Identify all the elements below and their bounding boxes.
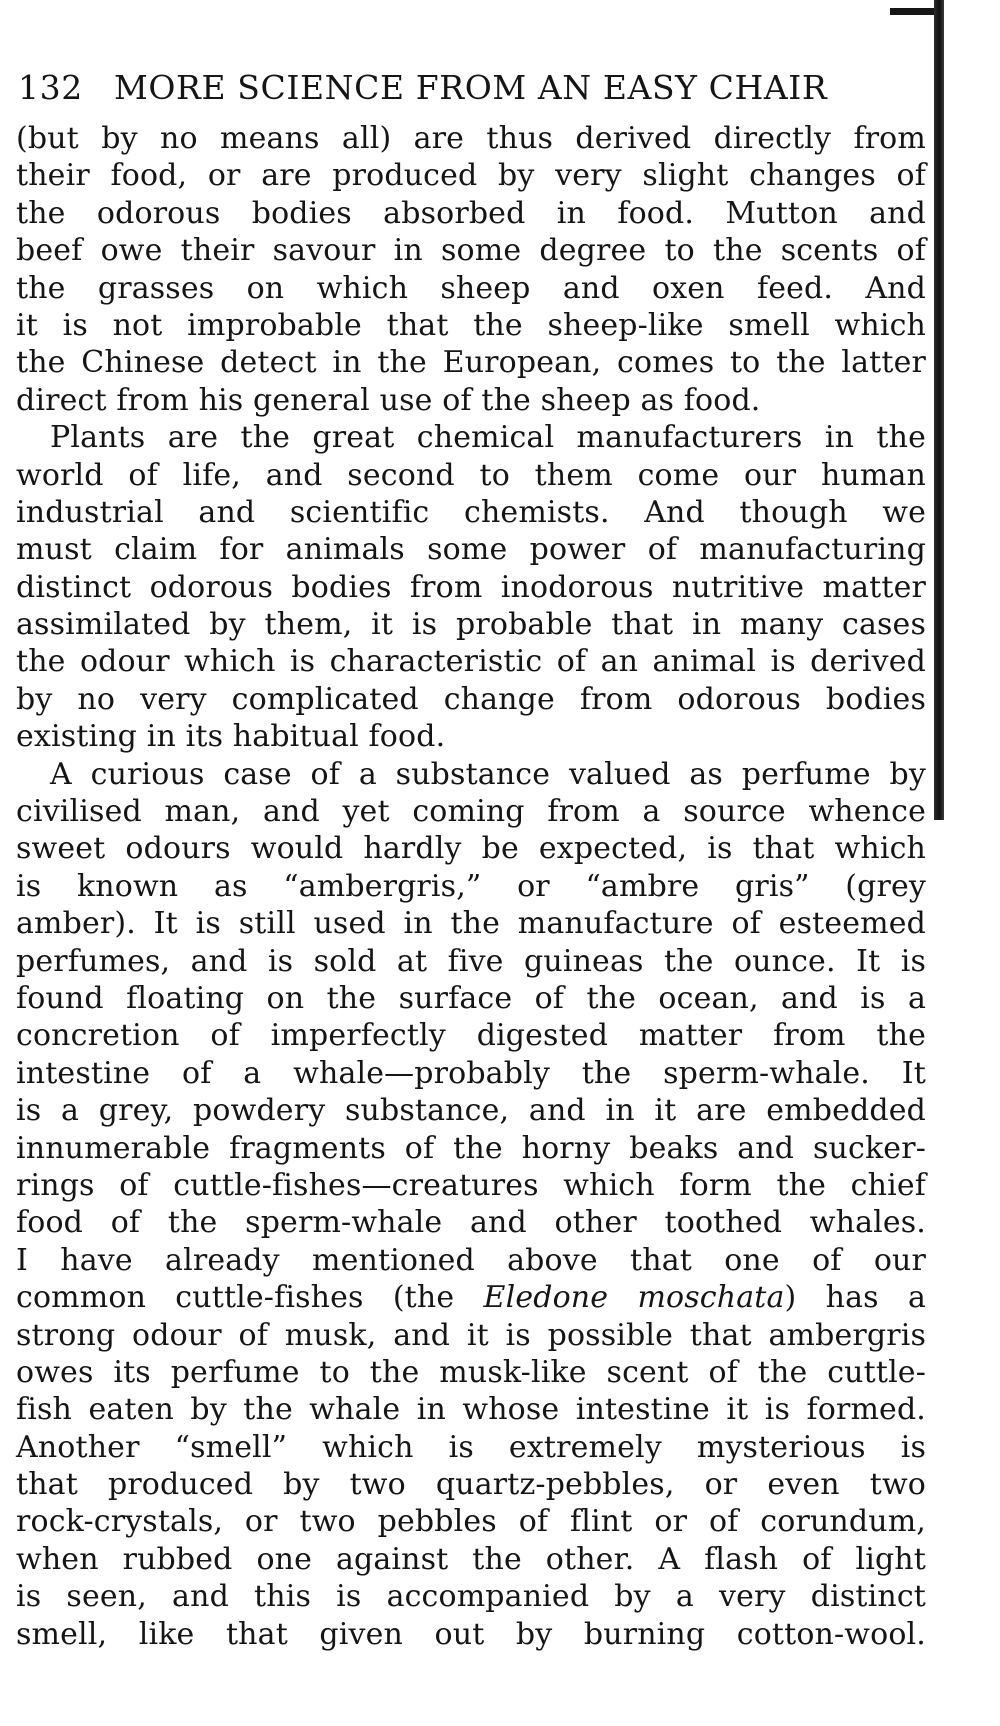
text-line: concretion of imperfectly digested matter from the [16,1018,926,1054]
italic-species-name: Eledone moschata [483,1280,785,1316]
text-line-with-italic [16,1279,926,1316]
text-line: is a grey, powdery substance, and in it are embedded [16,1093,926,1129]
text-line: when rubbed one against the other. A flash of light [16,1541,926,1577]
text-segment: ) has a [784,1280,926,1316]
text-line: I have already mentioned above that one of our [16,1242,926,1278]
text-line: fish eaten by the whale in whose intestine it is formed. [16,1392,926,1428]
text-line: the Chinese detect in the European, comes to the latter [16,345,926,381]
text-line: Another “smell” which is extremely mysterious is [16,1429,926,1465]
text-line: that produced by two quartz-pebbles, or even two [16,1467,926,1503]
text-line: perfumes, and is sold at five guineas the ounce. It is [16,943,926,979]
text-line: the odour which is characteristic of an animal is derived [16,644,926,680]
text-line: smell, like that given out by burning cotton-wool. [16,1616,926,1652]
text-segment: common cuttle-fishes (the [16,1280,484,1316]
text-line: beef owe their savour in some degree to the scents of [16,233,926,269]
text-line: their food, or are produced by very slight changes of [16,158,926,194]
page-header [18,66,918,110]
text-line: sweet odours would hardly be expected, is that which [16,831,926,867]
text-line: food of the sperm-whale and other toothed whales. [16,1205,926,1241]
text-line: intestine of a whale—probably the sperm-whale. It [16,1055,926,1091]
text-line: distinct odorous bodies from inodorous nutritive matter [16,569,926,605]
scan-edge-strip [934,0,944,820]
text-line: by no very complicated change from odorous bodies [16,681,926,717]
text-line: is known as “ambergris,” or “ambre gris” (grey [16,868,926,904]
running-head: MORE SCIENCE FROM AN EASY CHAIR [114,68,828,107]
text-line: is seen, and this is accompanied by a very distinct [16,1579,926,1615]
text-line: strong odour of musk, and it is possible that ambergris [16,1317,926,1353]
text-line: direct from his general use of the sheep as food. [16,382,761,418]
page-number: 132 [18,68,83,107]
text-line: the odorous bodies absorbed in food. Mutton and [16,195,926,231]
text-line: found floating on the surface of the ocean, and is a [16,980,926,1016]
text-line: assimilated by them, it is probable that in many cases [16,607,926,643]
text-line: world of life, and second to them come our human [16,457,926,493]
text-line: innumerable fragments of the horny beaks and sucker- [16,1130,926,1166]
text-line: existing in its habitual food. [16,719,446,755]
text-line: (but by no means all) are thus derived directly from [16,121,926,156]
text-line: it is not improbable that the sheep-like smell which [16,307,926,343]
text-line: must claim for animals some power of manufacturing [16,532,926,568]
text-line: amber). It is still used in the manufacture of esteemed [16,906,926,942]
text-line: rock-crystals, or two pebbles of flint or of corundum, [16,1504,926,1540]
text-line: rings of cuttle-fishes—creatures which form the chief [16,1167,926,1203]
body-text [16,120,926,1653]
text-line: owes its perfume to the musk-like scent of the cuttle- [16,1354,926,1390]
text-line: industrial and scientific chemists. And though we [16,494,926,530]
text-line: the grasses on which sheep and oxen feed. And [16,270,926,306]
text-line: civilised man, and yet coming from a source whence [16,794,926,830]
text-line: Plants are the great chemical manufacturers in the [50,420,926,456]
text-line: A curious case of a substance valued as perfume by [50,756,926,792]
